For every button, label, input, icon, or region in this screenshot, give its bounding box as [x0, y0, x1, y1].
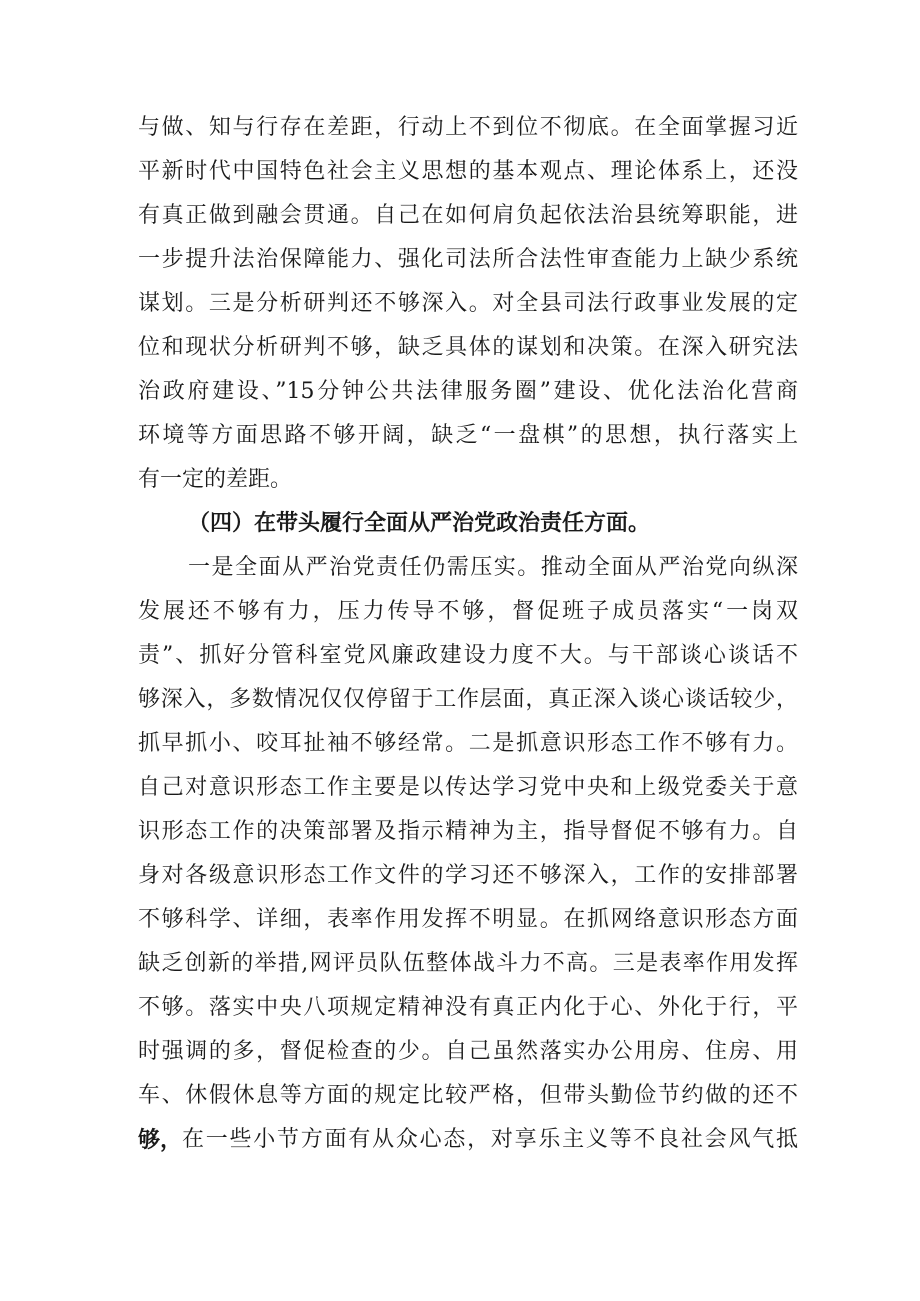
section-heading: （四）在带头履行全面从严治党政治责任方面。 — [188, 511, 651, 536]
paragraph-line: 不够。落实中央八项规定精神没有真正内化于心、外化于行，平 — [138, 995, 798, 1020]
paragraph-line — [138, 1120, 798, 1160]
paragraph-line: 一步提升法治保障能力、强化司法所合法性审查能力上缺少系统 — [138, 247, 798, 272]
paragraph-line: 与做、知与行存在差距，行动上不到位不彻底。在全面掌握习近 — [138, 115, 798, 140]
paragraph-line: 时强调的多，督促检查的少。自己虽然落实办公用房、住房、用 — [138, 1039, 798, 1064]
paragraph-line: 身对各级意识形态工作文件的学习还不够深入，工作的安排部署 — [138, 863, 798, 888]
paragraph-line-rest: 在一些小节方面有从众心态，对享乐主义等不良社会风气抵 — [182, 1127, 798, 1152]
bold-lead-text: 够， — [138, 1127, 183, 1153]
paragraph-line: 治政府建设、”15分钟公共法律服务圈”建设、优化法治化营商 — [138, 379, 798, 404]
paragraph-line: 自己对意识形态工作主要是以传达学习党中央和上级党委关于意 — [138, 775, 798, 800]
paragraph-line: 环境等方面思路不够开阔，缺乏“一盘棋”的思想，执行落实上 — [138, 423, 798, 448]
paragraph-line: 责”、抓好分管科室党风廉政建设力度不大。与干部谈心谈话不 — [138, 643, 798, 668]
paragraph-line: 平新时代中国特色社会主义思想的基本观点、理论体系上，还没 — [138, 159, 798, 184]
paragraph-line: 不够科学、详细，表率作用发挥不明显。在抓网络意识形态方面 — [138, 907, 798, 932]
paragraph-line: 有真正做到融会贯通。自己在如何肩负起依法治县统筹职能，进 — [138, 203, 798, 228]
paragraph-line: 一是全面从严治党责任仍需压实。推动全面从严治党向纵深 — [188, 555, 798, 580]
paragraph-line: 有一定的差距。 — [138, 467, 293, 492]
paragraph-line: 够深入，多数情况仅仅停留于工作层面，真正深入谈心谈话较少， — [138, 687, 798, 712]
paragraph-line: 位和现状分析研判不够，缺乏具体的谋划和决策。在深入研究法 — [138, 335, 798, 360]
paragraph-line: 识形态工作的决策部署及指示精神为主，指导督促不够有力。自 — [138, 819, 798, 844]
paragraph-line: 车、休假休息等方面的规定比较严格，但带头勤俭节约做的还不 — [138, 1083, 798, 1108]
paragraph-line: 缺乏创新的举措,网评员队伍整体战斗力不高。三是表率作用发挥 — [138, 951, 798, 976]
paragraph-line: 谋划。三是分析研判还不够深入。对全县司法行政事业发展的定 — [138, 291, 798, 316]
paragraph-line: 发展还不够有力，压力传导不够，督促班子成员落实“一岗双 — [138, 599, 798, 624]
paragraph-line: 抓早抓小、咬耳扯袖不够经常。二是抓意识形态工作不够有力。 — [138, 731, 798, 756]
